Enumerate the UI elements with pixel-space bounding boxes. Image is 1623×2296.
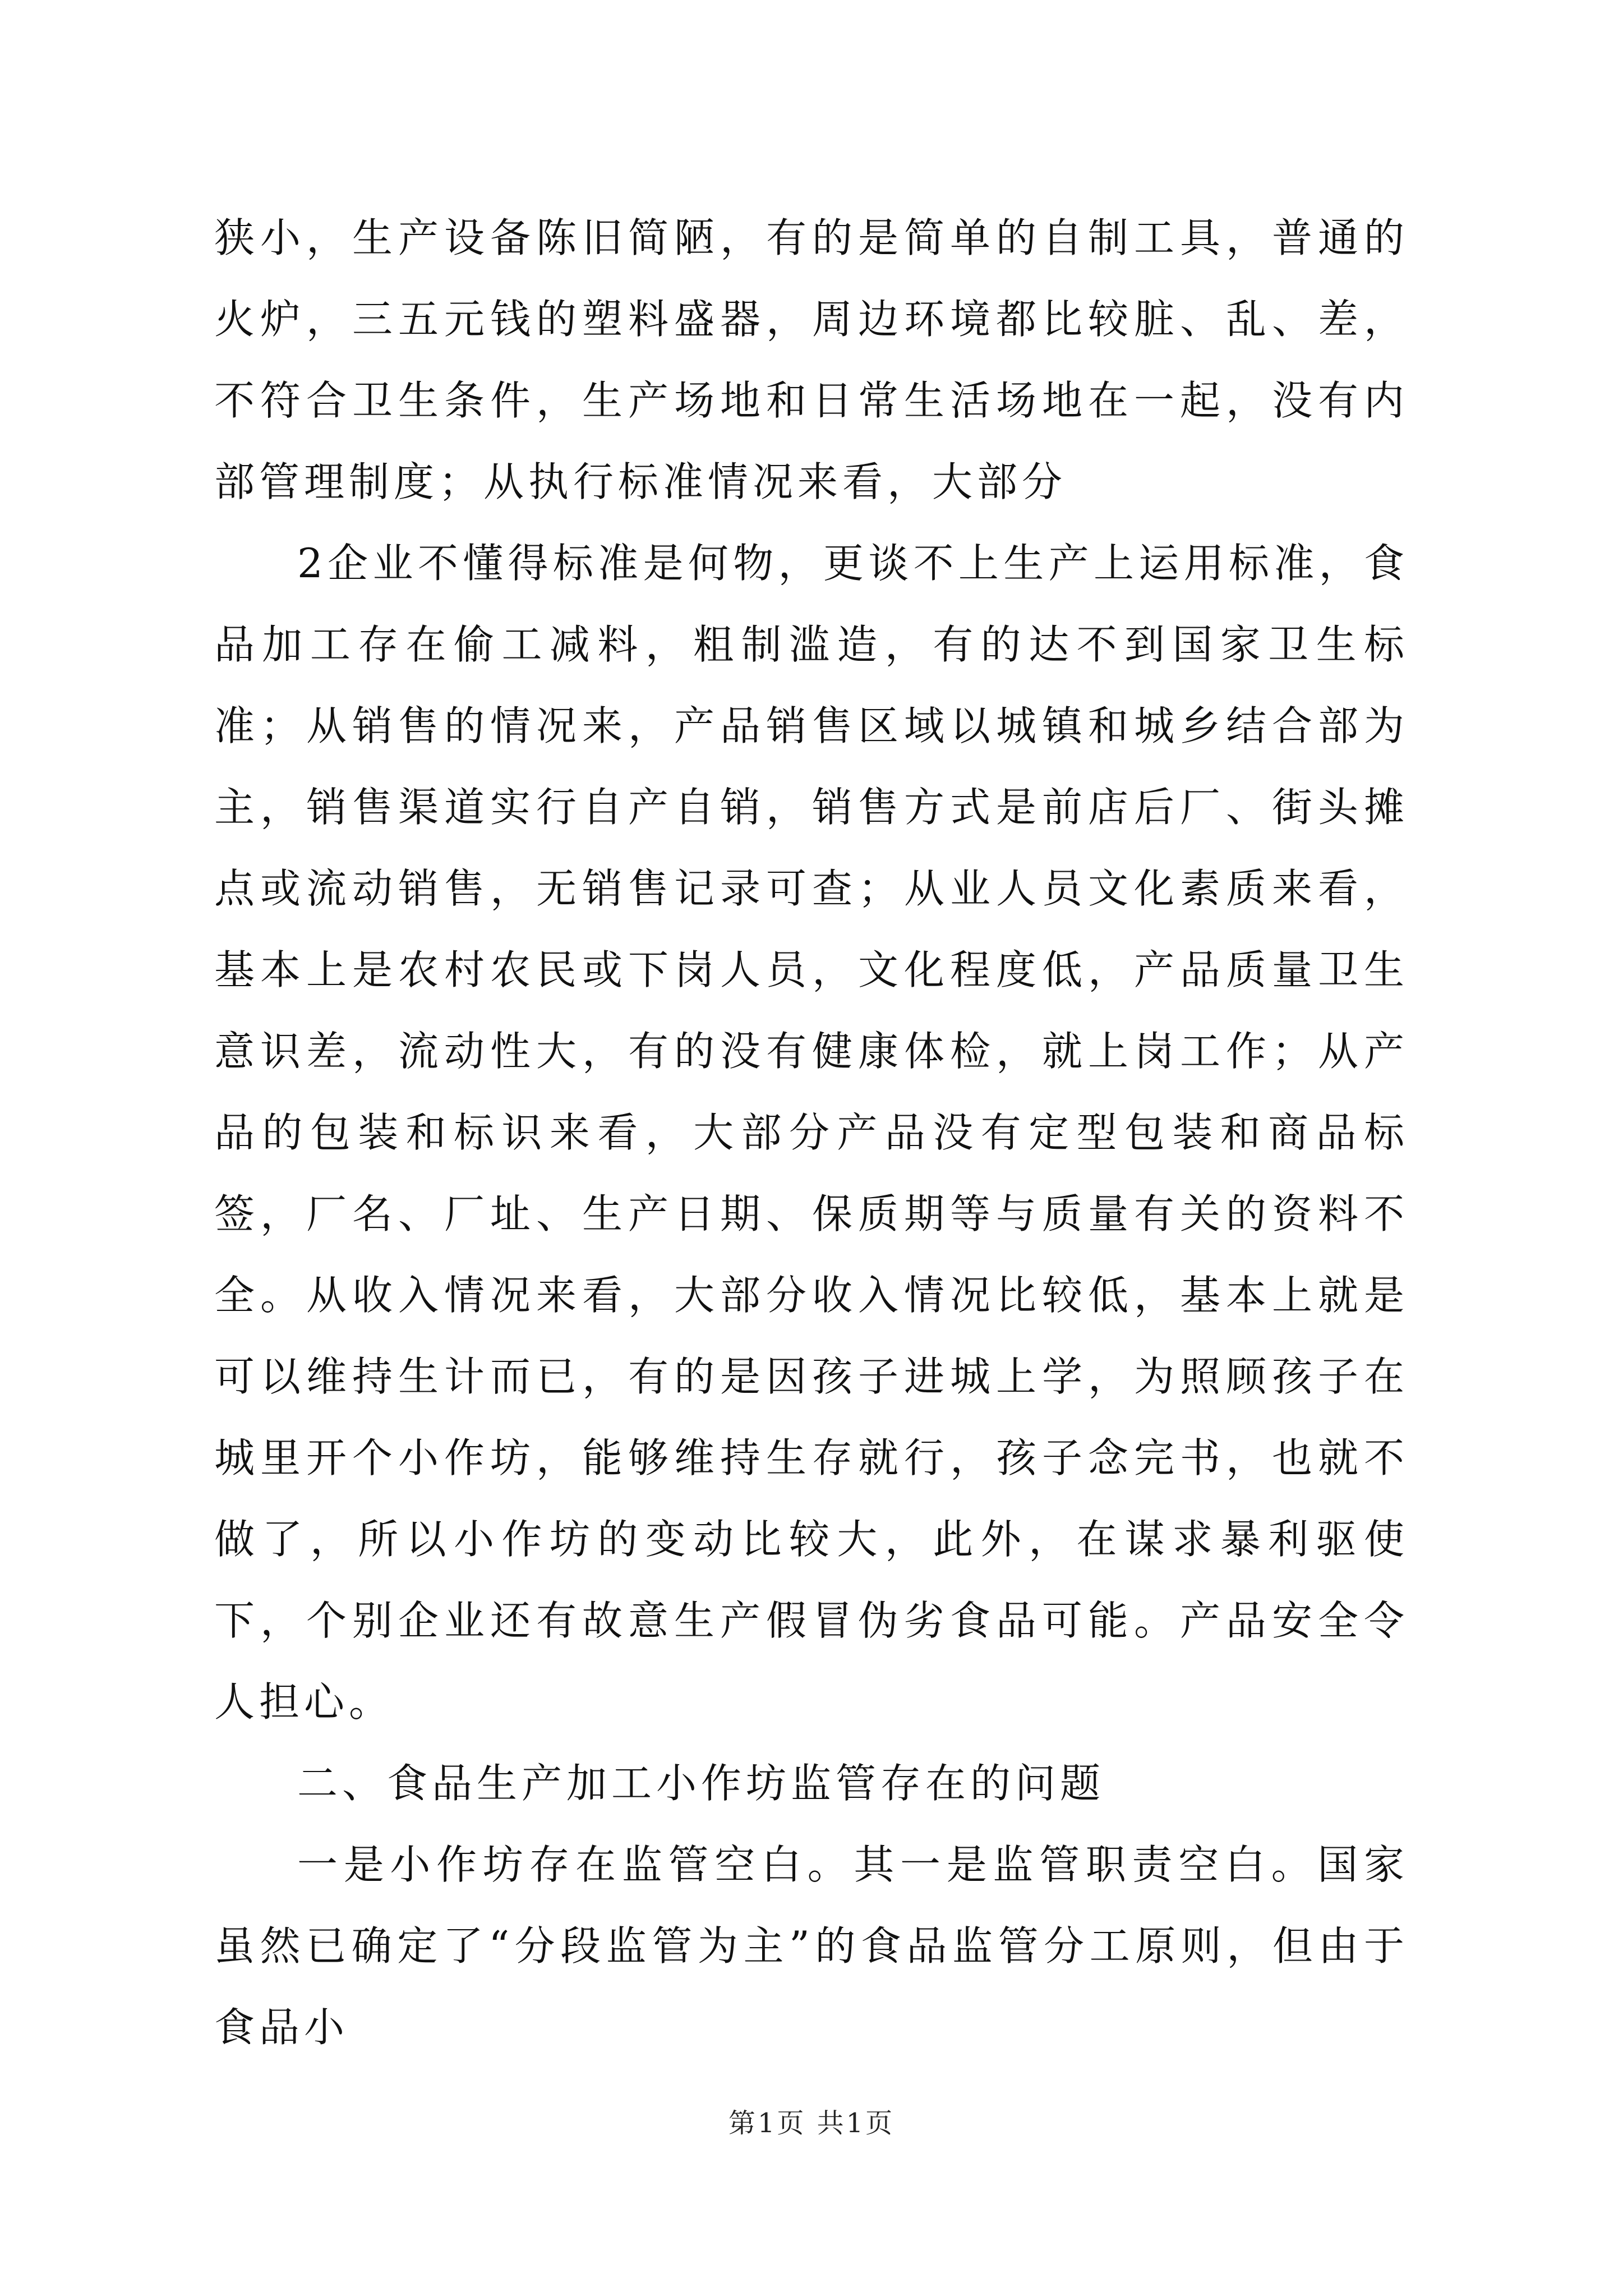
paragraph-supervision-gap: 一是小作坊存在监管空白。其一是监管职责空白。国家虽然已确定了“分段监管为主”的食品监管分工原则，但由于食品小 [214, 1841, 1409, 2051]
paragraph-enterprise-standards: 2企业不懂得标准是何物，更谈不上生产上运用标准，食品加工存在偷工减料，粗制滥造，有的达不到国家卫生标准；从销售的情况来，产品销售区域以城镇和城乡结合部为主，销售渠道实行自产自销，销售方式是前店后厂、街头摊点或流动销售，无销售记录可查；从业人员文化素质来看，基本上是农村农民或下岗人员，文化程度低，产品质量卫生意识差，流动性大，有的没有健康体检，就上岗工作；从产品的包装和标识来看，大部分产品没有定型包装和商品标签，厂名、厂址、生产日期、保质期等与质量有关的资料不全。从收入情况来看，大部分收入情况比较低，基本上就是可以维持生计而已，有的是因孩子进城上学，为照顾孩子在城里开个小作坊，能够维持生存就行，孩子念完书，也就不做了，所以小作坊的变动比较大，此外，在谋求暴利驱使下，个别企业还有故意生产假冒伪劣食品可能。产品安全令人担心。 [214, 540, 1409, 1726]
document-body [214, 197, 1409, 2068]
paragraph-continuation: 狭小，生产设备陈旧简陋，有的是简单的自制工具，普通的火炉，三五元钱的塑料盛器，周边环境都比较脏、乱、差，不符合卫生条件，生产场地和日常生活场地在一起，没有内部管理制度；从执行标准情况来看，大部分 [214, 214, 1409, 505]
page-footer: 第1页 共1页 [728, 2108, 895, 2139]
section-heading: 二、食品生产加工小作坊监管存在的问题 [297, 1760, 1105, 1807]
